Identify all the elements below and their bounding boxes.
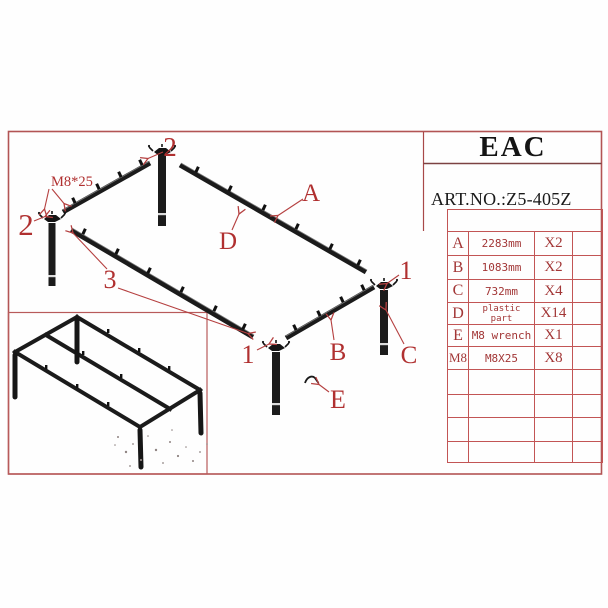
table-row-empty — [448, 395, 603, 418]
leg-top — [158, 155, 166, 226]
table-row — [448, 347, 603, 370]
part-desc: 1083mm — [469, 256, 535, 280]
part-qty: X8 — [535, 347, 573, 370]
part-desc: M8X25 — [469, 347, 535, 370]
part-desc: 732mm — [469, 280, 535, 303]
part-letter: A — [448, 232, 469, 256]
beam-short-right — [286, 284, 374, 338]
table-row-empty — [448, 370, 603, 395]
article-number: ART.NO.:Z5-405Z — [431, 189, 572, 209]
table-row — [448, 325, 603, 347]
part-qty: X2 — [535, 256, 573, 280]
label-leg-part: C — [400, 342, 418, 369]
table-row — [448, 280, 603, 303]
label-mid-beam: 3 — [103, 265, 117, 294]
table-row — [448, 232, 603, 256]
leg-bottom — [272, 352, 280, 415]
part-qty: X4 — [535, 280, 573, 303]
label-long-beam: A — [301, 180, 321, 207]
part-desc: M8 wrench — [469, 325, 535, 347]
parts-table — [447, 209, 603, 463]
inset-clips — [45, 329, 170, 406]
table-row — [448, 303, 603, 325]
table-row-empty — [448, 418, 603, 442]
label-clip-part: D — [218, 228, 238, 255]
brand-mark: EAC — [479, 131, 547, 163]
part-desc: plastic part — [469, 303, 535, 325]
table-row — [448, 256, 603, 280]
table-row-empty — [448, 442, 603, 463]
label-screw-spec: M8*25 — [51, 174, 93, 190]
part-letter: B — [448, 256, 469, 280]
part-qty: X14 — [535, 303, 573, 325]
part-qty: X1 — [535, 325, 573, 347]
part-letter: D — [448, 303, 469, 325]
label-corner-left: 2 — [18, 207, 34, 242]
leg-right — [380, 290, 388, 355]
allen-wrench — [305, 377, 319, 383]
label-joint-right: 1 — [399, 256, 413, 285]
beam-long-a — [180, 163, 367, 272]
assembled-frame-inset — [9, 313, 208, 475]
label-wrench-part: E — [330, 385, 346, 414]
label-short-beam: B — [329, 339, 347, 366]
inset-legs — [15, 320, 201, 467]
leg-left — [49, 223, 56, 286]
inset-rails — [15, 317, 200, 427]
part-desc: 2283mm — [469, 232, 535, 256]
label-joint-bottom: 1 — [241, 340, 255, 369]
part-letter: C — [448, 280, 469, 303]
part-letter: E — [448, 325, 469, 347]
part-qty: X2 — [535, 232, 573, 256]
label-corner-top: 2 — [163, 132, 177, 162]
inset-speckles — [114, 429, 208, 467]
table-header-blank — [448, 210, 603, 232]
part-letter: M8 — [448, 347, 469, 370]
